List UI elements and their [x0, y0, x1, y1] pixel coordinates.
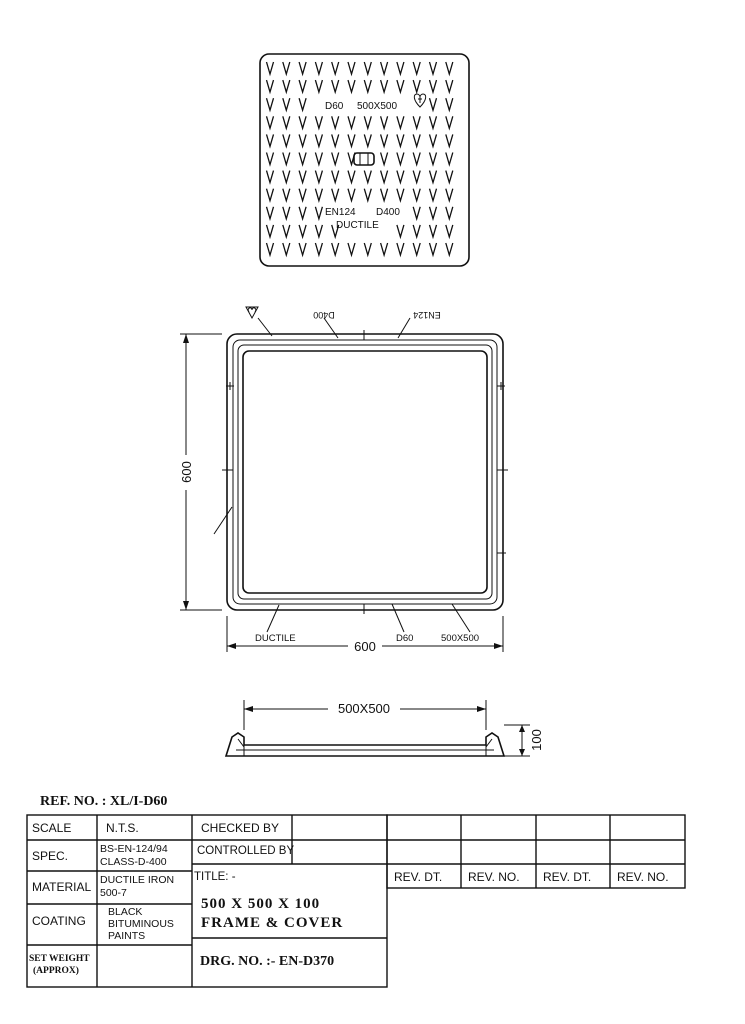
tread-mark: [381, 134, 388, 146]
tread-mark: [267, 116, 274, 128]
frame-text-d60: D60: [396, 633, 414, 644]
tread-mark: [430, 225, 437, 237]
tread-mark: [430, 98, 437, 110]
tread-mark: [315, 171, 322, 183]
coating-label: COATING: [32, 914, 86, 928]
tread-mark: [397, 153, 404, 165]
coating-value-1: BLACK: [108, 906, 143, 918]
cover-top-view: [260, 54, 469, 266]
coating-value-2: BITUMINOUS: [108, 918, 174, 930]
material-label: MATERIAL: [32, 880, 92, 894]
tread-mark: [283, 98, 290, 110]
tread-mark: [381, 116, 388, 128]
tread-mark: [348, 189, 355, 201]
drawing-title-line-2: FRAME & COVER: [201, 915, 344, 931]
tread-mark: [397, 225, 404, 237]
tread-mark: [267, 171, 274, 183]
tread-mark: [446, 153, 453, 165]
tread-mark: [315, 80, 322, 92]
rev-header-2: REV. NO.: [468, 870, 520, 884]
tread-mark: [413, 80, 420, 92]
tread-mark: [364, 62, 371, 74]
set-weight-label-1: SET WEIGHT: [29, 954, 90, 964]
tread-mark: [315, 153, 322, 165]
tread-mark: [299, 171, 306, 183]
tread-mark: [299, 62, 306, 74]
tread-mark: [332, 243, 339, 255]
tread-mark: [397, 80, 404, 92]
tread-mark: [413, 116, 420, 128]
cover-text-size: 500X500: [357, 101, 398, 112]
tread-mark: [332, 134, 339, 146]
tread-mark: [299, 153, 306, 165]
tread-mark: [364, 171, 371, 183]
tread-mark: [283, 80, 290, 92]
tread-mark: [315, 225, 322, 237]
tread-mark: [348, 171, 355, 183]
section-dim-height: 100: [529, 729, 544, 751]
title-label: TITLE: -: [194, 871, 236, 883]
frame-text-d400: D400: [313, 310, 335, 320]
tread-mark: [364, 134, 371, 146]
frame-dim-height: 600: [179, 461, 194, 483]
ref-no: REF. NO. : XL/I-D60: [40, 794, 168, 809]
tread-mark: [267, 62, 274, 74]
scale-label: SCALE: [32, 821, 72, 835]
tread-mark: [364, 189, 371, 201]
tread-mark: [430, 134, 437, 146]
tread-mark: [446, 171, 453, 183]
rev-header-3: REV. DT.: [543, 870, 592, 884]
tread-mark: [413, 225, 420, 237]
title-block-grid: [27, 815, 685, 987]
tread-mark: [413, 207, 420, 219]
tread-mark: [397, 189, 404, 201]
tread-mark: [348, 116, 355, 128]
tread-mark: [413, 171, 420, 183]
tread-mark: [430, 116, 437, 128]
tread-mark: [430, 243, 437, 255]
tread-mark: [381, 80, 388, 92]
tread-mark: [446, 134, 453, 146]
tread-mark: [430, 171, 437, 183]
drawing-number: DRG. NO. :- EN-D370: [200, 954, 335, 969]
tread-mark: [397, 171, 404, 183]
section-view: [226, 700, 544, 756]
tread-mark: [364, 116, 371, 128]
cover-outline: [260, 54, 469, 266]
material-value-1: DUCTILE IRON: [100, 874, 175, 886]
tread-mark: [267, 98, 274, 110]
tread-mark: [364, 243, 371, 255]
tread-mark: [299, 98, 306, 110]
heart-logo-icon: [414, 94, 425, 107]
cover-text-ductile: DUCTILE: [336, 220, 379, 231]
material-value-2: 500-7: [100, 887, 127, 899]
tread-mark: [381, 243, 388, 255]
scale-value: N.T.S.: [106, 821, 139, 835]
tread-mark: [397, 134, 404, 146]
tread-mark: [446, 98, 453, 110]
drawing-title-line-1: 500 X 500 X 100: [201, 896, 321, 912]
tread-mark: [413, 189, 420, 201]
lifting-slot-icon: [354, 153, 374, 165]
tread-mark: [299, 243, 306, 255]
tread-mark: [446, 243, 453, 255]
tread-mark: [267, 243, 274, 255]
frame-third-outline: [238, 345, 492, 599]
tread-mark: [299, 207, 306, 219]
tread-mark: [315, 116, 322, 128]
frame-text-ductile: DUCTILE: [255, 633, 296, 644]
tread-mark: [364, 80, 371, 92]
coating-value-3: PAINTS: [108, 930, 146, 942]
tread-mark: [413, 62, 420, 74]
set-weight-label-2: (APPROX): [33, 966, 79, 976]
tread-mark: [413, 134, 420, 146]
tread-mark: [299, 134, 306, 146]
tread-mark: [283, 116, 290, 128]
frame-text-500x500: 500X500: [441, 633, 480, 644]
rev-header-1: REV. DT.: [394, 870, 443, 884]
tread-mark: [332, 80, 339, 92]
tread-mark: [283, 225, 290, 237]
tread-mark: [381, 189, 388, 201]
tread-mark: [267, 225, 274, 237]
tread-mark: [283, 62, 290, 74]
tread-mark: [283, 153, 290, 165]
tread-mark: [299, 225, 306, 237]
tread-mark: [299, 116, 306, 128]
tread-mark: [332, 116, 339, 128]
tread-mark: [381, 171, 388, 183]
tread-mark: [446, 116, 453, 128]
tread-mark: [348, 243, 355, 255]
tread-mark: [446, 189, 453, 201]
tread-mark: [381, 62, 388, 74]
spec-value-2: CLASS-D-400: [100, 856, 167, 868]
rev-header-4: REV. NO.: [617, 870, 669, 884]
tread-mark: [283, 171, 290, 183]
tread-mark: [332, 62, 339, 74]
tread-mark: [283, 134, 290, 146]
tread-mark: [315, 189, 322, 201]
frame-second-outline: [233, 340, 497, 604]
tread-mark: [315, 134, 322, 146]
tread-mark: [381, 153, 388, 165]
tread-mark: [315, 243, 322, 255]
tread-mark: [397, 243, 404, 255]
tread-mark: [430, 189, 437, 201]
frame-plan-view: [179, 307, 508, 654]
logo-mark-icon: [246, 307, 258, 318]
section-dim-width: 500X500: [337, 701, 391, 716]
tread-mark: [430, 153, 437, 165]
spec-value-1: BS-EN-124/94: [100, 843, 168, 855]
tread-mark: [430, 207, 437, 219]
tread-mark: [315, 62, 322, 74]
tread-mark: [299, 189, 306, 201]
tread-mark: [397, 62, 404, 74]
tread-mark: [397, 116, 404, 128]
tread-mark: [430, 62, 437, 74]
tread-mark: [413, 153, 420, 165]
frame-text-en124: EN124: [413, 310, 441, 320]
tread-mark: [283, 243, 290, 255]
tread-mark: [267, 80, 274, 92]
tread-mark: [332, 189, 339, 201]
frame-outer-outline: [227, 334, 503, 610]
tread-mark: [430, 80, 437, 92]
tread-mark: [446, 62, 453, 74]
tread-mark: [315, 207, 322, 219]
tread-mark: [267, 153, 274, 165]
tread-mark: [267, 207, 274, 219]
tread-mark: [413, 243, 420, 255]
tread-mark: [348, 62, 355, 74]
spec-label: SPEC.: [32, 849, 69, 863]
tread-mark: [348, 80, 355, 92]
tread-mark: [332, 171, 339, 183]
tread-mark: [299, 80, 306, 92]
tread-mark: [267, 134, 274, 146]
frame-dim-width: 600: [354, 639, 376, 654]
tread-mark: [446, 207, 453, 219]
tread-mark: [283, 189, 290, 201]
cover-text-d60: D60: [325, 101, 344, 112]
cover-text-en124: EN124: [325, 207, 356, 218]
frame-inner-outline: [243, 351, 487, 593]
tread-mark: [446, 80, 453, 92]
tread-mark: [348, 134, 355, 146]
tread-mark: [267, 189, 274, 201]
checked-by-label: CHECKED BY: [201, 821, 280, 835]
tread-mark: [283, 207, 290, 219]
tread-mark: [446, 225, 453, 237]
tread-mark: [332, 153, 339, 165]
cover-text-d400: D400: [376, 207, 400, 218]
controlled-by-label: CONTROLLED BY: [197, 845, 295, 857]
